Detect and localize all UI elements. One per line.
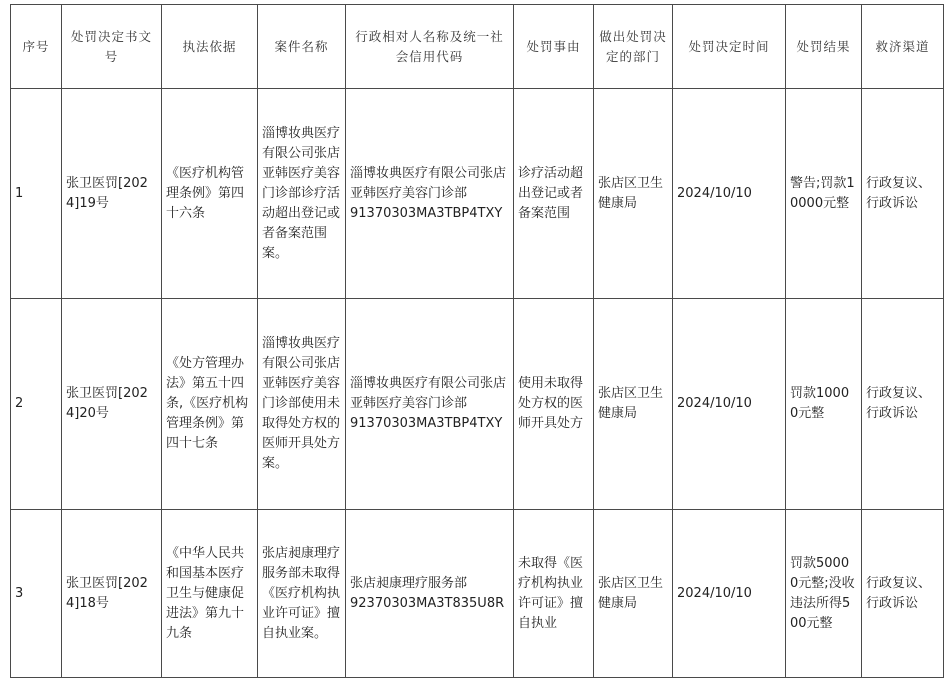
cell-date: 2024/10/10	[673, 299, 786, 510]
cell-date: 2024/10/10	[673, 510, 786, 678]
header-date: 处罚决定时间	[673, 5, 786, 89]
party-name: 淄博妆典医疗有限公司张店亚韩医疗美容门诊部	[350, 376, 507, 411]
cell-remedy: 行政复议、行政诉讼	[862, 510, 944, 678]
table-row	[11, 299, 944, 510]
header-seq: 序号	[11, 5, 62, 89]
party-name: 淄博妆典医疗有限公司张店亚韩医疗美容门诊部	[350, 165, 507, 201]
penalty-table	[10, 4, 944, 678]
party-code: 91370303MA3TBP4TXY	[350, 416, 503, 431]
cell-seq: 2	[11, 299, 62, 510]
header-reason: 处罚事由	[514, 5, 594, 89]
cell-reason: 使用未取得处方权的医师开具处方	[514, 299, 594, 510]
cell-basis: 《处方管理办法》第五十四条,《医疗机构管理条例》第四十七条	[162, 299, 258, 510]
header-party: 行政相对人名称及统一社会信用代码	[346, 5, 514, 89]
cell-result: 警告;罚款10000元整	[786, 89, 862, 299]
header-remedy: 救济渠道	[862, 5, 944, 89]
party-code: 92370303MA3T835U8R	[350, 595, 505, 611]
cell-case-name: 淄博妆典医疗有限公司张店亚韩医疗美容门诊部诊疗活动超出登记或者备案范围案。	[258, 89, 346, 299]
cell-basis: 《医疗机构管理条例》第四十六条	[162, 89, 258, 299]
cell-case-name: 张店昶康理疗服务部未取得《医疗机构执业许可证》擅自执业案。	[258, 510, 346, 678]
cell-doc-no: 张卫医罚[2024]20号	[62, 299, 162, 510]
header-dept: 做出处罚决定的部门	[594, 5, 673, 89]
cell-dept: 张店区卫生健康局	[594, 89, 673, 299]
header-doc-no: 处罚决定书文号	[62, 5, 162, 89]
party-code: 91370303MA3TBP4TXY	[350, 205, 503, 221]
cell-case-name: 淄博妆典医疗有限公司张店亚韩医疗美容门诊部使用未取得处方权的医师开具处方案。	[258, 299, 346, 510]
cell-party	[346, 89, 514, 299]
cell-remedy: 行政复议、行政诉讼	[862, 89, 944, 299]
header-result: 处罚结果	[786, 5, 862, 89]
header-basis: 执法依据	[162, 5, 258, 89]
cell-result: 罚款10000元整	[786, 299, 862, 510]
cell-remedy: 行政复议、行政诉讼	[862, 299, 944, 510]
cell-dept: 张店区卫生健康局	[594, 299, 673, 510]
header-case-name: 案件名称	[258, 5, 346, 89]
cell-party	[346, 510, 514, 678]
table-row	[11, 510, 944, 678]
cell-seq: 1	[11, 89, 62, 299]
cell-party	[346, 299, 514, 510]
table-header-row	[11, 5, 944, 89]
cell-basis: 《中华人民共和国基本医疗卫生与健康促进法》第九十九条	[162, 510, 258, 678]
table-row	[11, 89, 944, 299]
cell-result: 罚款50000元整;没收违法所得500元整	[786, 510, 862, 678]
cell-date: 2024/10/10	[673, 89, 786, 299]
cell-dept: 张店区卫生健康局	[594, 510, 673, 678]
cell-doc-no: 张卫医罚[2024]18号	[62, 510, 162, 678]
party-name: 张店昶康理疗服务部	[350, 575, 468, 591]
cell-reason: 未取得《医疗机构执业许可证》擅自执业	[514, 510, 594, 678]
cell-reason: 诊疗活动超出登记或者备案范围	[514, 89, 594, 299]
cell-doc-no: 张卫医罚[2024]19号	[62, 89, 162, 299]
cell-seq: 3	[11, 510, 62, 678]
